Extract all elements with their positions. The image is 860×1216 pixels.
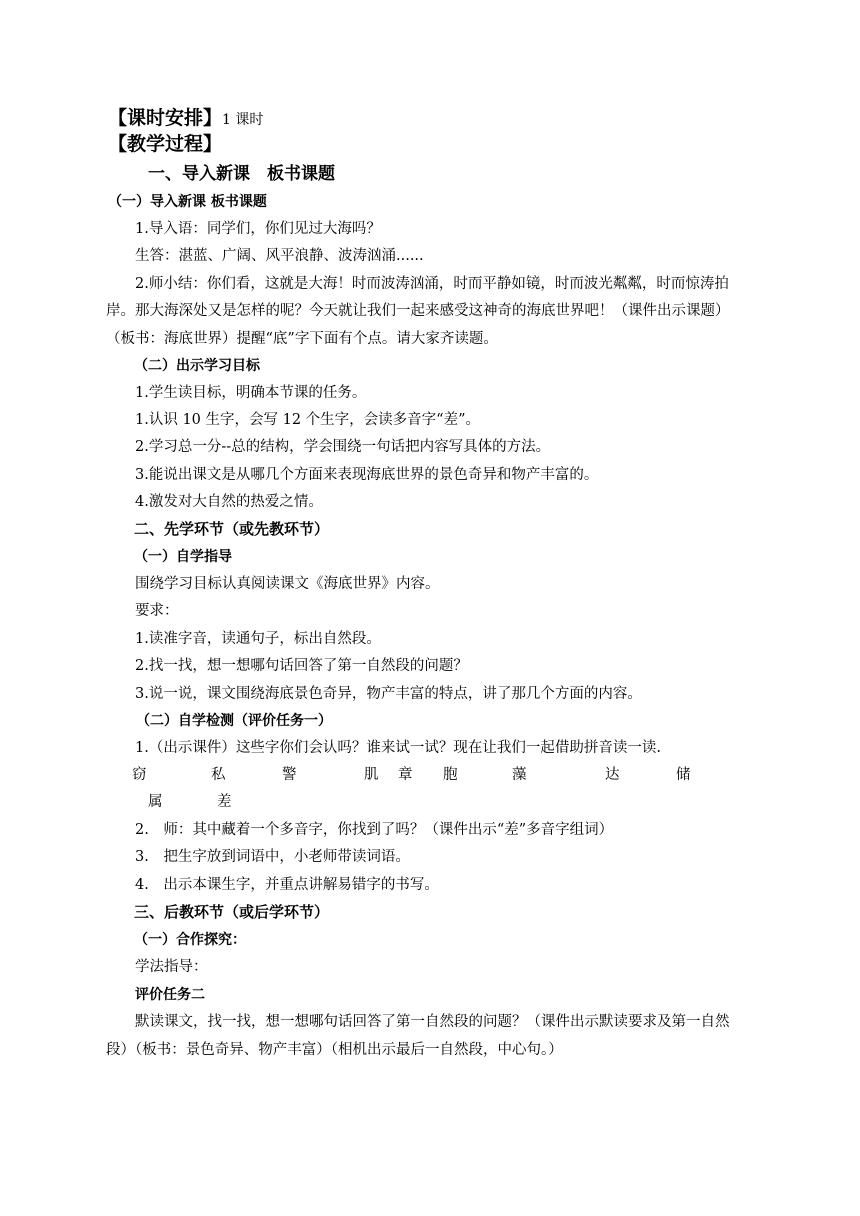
character: 肌	[364, 767, 379, 783]
check-2: 2. 师：其中藏着一个多音字，你找到了吗？（课件出示“差”多音字组词）	[135, 822, 614, 838]
character: 警	[282, 767, 297, 783]
section-3-title: 三、后教环节（或后学环节）	[134, 903, 330, 921]
section-3-p2: 评价任务二	[135, 987, 205, 1003]
section-1-sub-1: （一）导入新课 板书课题	[108, 194, 267, 210]
section-1-p3c: （板书：海底世界）提醒“底”字下面有个点。请大家齐读题。	[106, 331, 498, 347]
section-1-p1: 1.导入语：同学们，你们见过大海吗？	[135, 221, 381, 237]
section-3-p1: 学法指导：	[135, 959, 208, 975]
process-title: 【教学过程】	[108, 133, 223, 155]
character: 藻	[512, 767, 527, 783]
check-4: 4. 出示本课生字，并重点讲解易错字的书写。	[135, 877, 439, 893]
schedule-label: 【课时安排】	[108, 107, 223, 129]
section-1-p3a: 2.师小结：你们看，这就是大海！时而波涛汹涌，时而平静如镜，时而波光粼粼，时而惊涛拍	[135, 276, 729, 292]
character: 储	[676, 767, 691, 783]
section-3-p3a: 默读课文，找一找，想一想哪句话回答了第一自然段的问题？（课件出示默读要求及第一自然	[135, 1014, 730, 1030]
goal-4: 4.激发对大自然的热爱之情。	[135, 494, 323, 510]
check-3: 3. 把生字放到词语中，小老师带读词语。	[135, 849, 410, 865]
section-1-p2: 生答：湛蓝、广阔、风平浪静、波涛汹涌......	[135, 248, 424, 264]
section-2-sub-1: （一）自学指导	[134, 549, 232, 565]
character: 属	[148, 794, 163, 810]
character: 章	[398, 767, 413, 783]
section-2-title: 二、先学环节（或先教环节）	[134, 520, 330, 538]
section-2-sub-2: （二）自学检测（评价任务一）	[136, 713, 332, 729]
character: 达	[605, 767, 620, 783]
section-3-sub-1: （一）合作探究：	[134, 932, 246, 948]
goal-2: 2.学习总一分--总的结构，学会围绕一句话把内容写具体的方法。	[135, 439, 551, 455]
schedule-value: 1 课时	[222, 112, 264, 128]
requirement-3: 3.说一说，课文围绕海底景色奇异，物产丰富的特点，讲了那几个方面的内容。	[135, 686, 642, 702]
section-1-p3b: 岸。那大海深处又是怎样的呢？今天就让我们一起来感受这神奇的海底世界吧！（课件出示课题）	[106, 303, 730, 319]
schedule-line	[108, 106, 263, 130]
section-3-p3b: 段）（板书：景色奇异、物产丰富）（相机出示最后一自然段，中心句。）	[106, 1042, 563, 1058]
section-1-title: 一、导入新课 板书课题	[148, 164, 335, 184]
requirement-1: 1.读准字音，读通句子，标出自然段。	[135, 631, 381, 647]
check-1: 1.（出示课件）这些字你们会认吗？谁来试一试？现在让我们一起借助拼音读一读.	[135, 740, 661, 756]
character: 胞	[443, 767, 458, 783]
goal-0: 1.学生读目标，明确本节课的任务。	[135, 385, 367, 401]
section-2-p1: 围绕学习目标认真阅读课文《海底世界》内容。	[135, 576, 440, 592]
character: 差	[217, 794, 232, 810]
character: 私	[211, 767, 226, 783]
goal-1: 1.认识 10 生字，会写 12 个生字，会读多音字“差”。	[135, 412, 480, 428]
character: 窃	[132, 767, 147, 783]
goal-3: 3.能说出课文是从哪几个方面来表现海底世界的景色奇异和物产丰富的。	[135, 467, 599, 483]
section-2-p2: 要求：	[135, 603, 179, 619]
requirement-2: 2.找一找，想一想哪句话回答了第一自然段的问题？	[135, 658, 468, 674]
section-1-sub-2: （二）出示学习目标	[134, 358, 260, 374]
